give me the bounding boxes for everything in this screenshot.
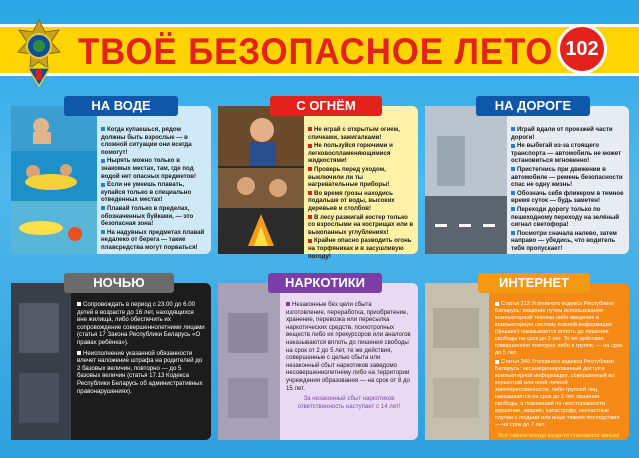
- water-rule-3: Если не умеешь плавать, купайся только в специально отведенных местах!: [101, 181, 192, 204]
- internet-text: [495, 301, 623, 441]
- water-text: [101, 126, 206, 253]
- water-photos: [11, 106, 97, 254]
- tag-road: НА ДОРОГЕ: [476, 96, 590, 116]
- water-rule-4: Плавай только в пределах, обозначенных буйками, — это безопасная зона!: [101, 204, 194, 228]
- emergency-number-badge: 102: [557, 24, 607, 74]
- road-rule-3: Пристегнись при движении в автомобиле — ремень безопасности спас не одну жизнь!: [511, 165, 623, 189]
- fire-rule-1: Не играй с открытым огнем, спичками, зажигалками!: [308, 126, 400, 141]
- panel-water: [11, 106, 211, 254]
- night-rule-2: Неисполнение указанной обязанности влечет наложение штрафа на родителей до 2 базовых величин, повторно — до 5 базовых величин (статья 17.13 Кодекса Республики Беларусь об административных правонарушениях).: [77, 349, 203, 395]
- night-photos: [11, 283, 71, 440]
- police-emblem-icon: [14, 18, 64, 90]
- panel-night: [11, 283, 211, 440]
- fire-rule-3: Проверь перед уходом, выключили ли ты нагревательные приборы!: [308, 165, 390, 189]
- tag-night: НОЧЬЮ: [64, 273, 174, 293]
- children-swimming-photo: [11, 106, 97, 254]
- fire-photos: [218, 106, 304, 254]
- road-rule-6: Посмотри сначала налево, затем направо — убедись, что водитель тебя пропускает!: [511, 229, 617, 252]
- panel-road: [425, 106, 629, 254]
- water-rule-1: Когда купаешься, рядом должны быть взрослые — в сложной ситуации они всегда помогут!: [101, 126, 192, 156]
- night-text: [77, 301, 205, 396]
- tag-internet: ИНТЕРНЕТ: [478, 273, 590, 293]
- fire-rule-2: Не пользуйся горючими и легковоспламеняющимися жидкостями!: [308, 142, 393, 165]
- road-text: [511, 126, 625, 254]
- fire-rule-5: В лесу разжигай костер только со взрослыми на кострищах или в выкопанных углублениях!: [308, 213, 414, 236]
- fire-rule-4: Во время грозы находись подальше от воды, высоких деревьев и столбов!: [308, 189, 395, 212]
- internet-rule-1: Статья 212 Уголовного кодекса Республики Беларусь: хищение путем использования компьютерной техники либо введения в компьютерную систему ложной информации (фишинг) наказывается вплоть до лишения свободы на срок до 3 лет. То же действие, совершенное повторно либо в группе, — на срок до 5 лет.: [495, 301, 623, 356]
- water-rule-5: На надувных предметах плавай недалеко от берега — такие плавсредства могут порваться!: [101, 228, 205, 251]
- drugs-photo: [218, 283, 280, 440]
- tag-water: НА ВОДЕ: [64, 96, 178, 116]
- drugs-photos: [218, 283, 280, 440]
- drugs-text: [286, 301, 412, 411]
- road-rule-4: Обозначь себя фликером в темное время суток — будь заметен!: [511, 189, 624, 205]
- road-photos: [425, 106, 507, 254]
- road-rule-5: Переходи дорогу только по пешеходному переходу на зелёный сигнал светофора!: [511, 205, 620, 229]
- fire-text: [308, 126, 414, 261]
- road-photo: [425, 106, 507, 254]
- fire-rule-6: Крайне опасно разводить огонь на торфяниках и в засушливую погоду!: [308, 237, 412, 260]
- road-rule-2: Не выбегай из-за стоящего транспорта — автомобиль не может остановиться мгновенно!: [511, 142, 621, 165]
- night-rule-1: Сопровождать в период с 23.00 до 6.00 детей в возрасте до 16 лет, находящихся вне жилища, либо обеспечить их сопровождение совершеннолетними лицами (статья 17 Закона Республики Беларусь «О правах ребёнка»).: [77, 301, 205, 346]
- panel-internet: [425, 283, 629, 440]
- internet-photos: [425, 283, 489, 440]
- panel-drugs: [218, 283, 418, 440]
- internet-note: Всё тайное всегда когда-то становится явным!: [498, 433, 620, 439]
- tag-fire: С ОГНЁМ: [270, 96, 382, 116]
- night-photo: [11, 283, 71, 440]
- drugs-rule-1: Незаконные без цели сбыта изготовление, переработка, приобретение, хранение, перевозка или пересылка наркотических средств, психотропных веществ либо их прекурсоров или аналогов наказываются вплоть до лишения свободы на срок от 2 до 5 лет, те же действия, совершенные с целью сбыта или незаконный сбыт наркотиков заведомо несовершеннолетнему либо на территории учреждения образования — на срок от 8 до 15 лет.: [286, 301, 411, 392]
- drugs-note: За незаконный сбыт наркотиков ответственность наступает с 14 лет!: [297, 395, 401, 410]
- water-rule-2: Нырять можно только в знакомых местах, там, где под водой нет опасных предметов!: [101, 157, 197, 180]
- panel-fire: [218, 106, 418, 260]
- campfire-photo: [218, 106, 304, 254]
- poster-title: ТВОЁ БЕЗОПАСНОЕ ЛЕТО: [78, 31, 554, 72]
- internet-photo: [425, 283, 489, 440]
- tag-drugs: НАРКОТИКИ: [268, 273, 382, 293]
- internet-rule-2: Статья 349 Уголовного кодекса Республики Беларусь: несанкционированный доступ к компьютерной информации, совершенный из корыстной или иной личной заинтересованности, либо группой лиц наказывается на срок до 2 лет лишения свободы, а повлекший по неосторожности крушение, аварию, катастрофу, несчастные случаи с людьми или иные тяжкие последствия — на срок до 7 лет.: [495, 359, 620, 428]
- road-rule-1: Играй вдали от проезжей части дороги!: [511, 126, 613, 141]
